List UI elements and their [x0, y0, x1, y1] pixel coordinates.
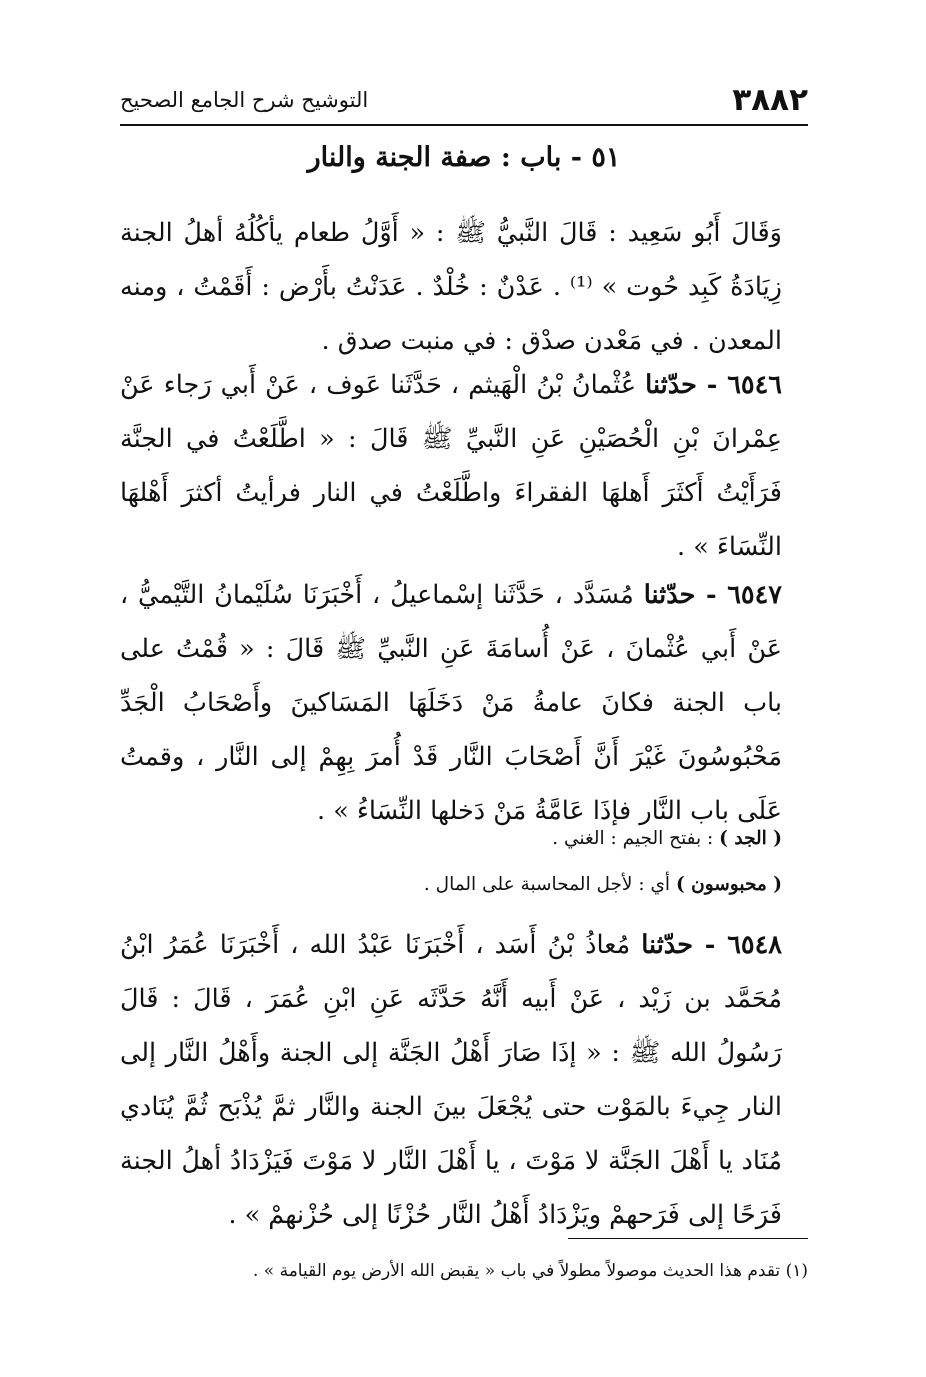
hadith-6548 — [120, 918, 808, 1242]
hadith-text: مُسَدَّد ، حَدَّثَنا إسْماعيلُ ، أَخْبَرَنَا سُلَيْمانُ التَّيْميُّ ، عَنْ أَبي عُثْمانَ ، عَنْ أُسامَةَ عَنِ النَّبيِّ ﷺ قَالَ : « قُمْتُ على باب الجنة فكانَ عامةُ مَنْ دَخَلَهَا المَسَاكينَ وأَصْحَابُ الْجَدِّ مَحْبُوسُونَ غَيْرَ أَنَّ أَصْحَابَ النَّار قَدْ أُمرَ بِهِمْ إلى النَّار ، وقمتُ عَلَى باب النَّار فإذَا عَامَّةُ مَنْ دَخلها النِّسَاءُ » . — [120, 580, 782, 826]
hadith-6547 — [120, 568, 808, 838]
gloss-mahbusun — [120, 868, 808, 902]
hadith-number: ٦٥٤٦ - حدّثنا — [645, 370, 782, 400]
hadith-6546 — [120, 358, 808, 574]
running-title: التوشيح شرح الجامع الصحيح — [120, 88, 369, 112]
gloss-term: ( الجد ) — [719, 828, 782, 849]
footnote-divider — [568, 1238, 808, 1239]
gloss-term: ( محبوسون ) — [675, 874, 782, 895]
footnote: (١) تقدم هذا الحديث موصولاً مطولاً في باب « يقبض الله الأرض يوم القيامة » . — [252, 1261, 808, 1281]
gloss-jadd — [120, 822, 808, 856]
chapter-title: ٥١ - باب : صفة الجنة والنار — [307, 142, 621, 173]
hadith-number: ٦٥٤٧ - حدّثنا — [643, 580, 782, 610]
page-number: ٣٨٨٢ — [732, 82, 808, 118]
hadith-text: عُثْمانُ بْنُ الْهَيثم ، حَدَّثَنا عَوف ، عَنْ أَبي رَجاء عَنْ عِمْرانَ بْنِ الْحُصَيْنِ عَنِ النَّبيِّ ﷺ قَالَ : « اطَّلَعْتُ في الجنَّة فَرَأَيْتُ أَكثَرَ أَهلهَا الفقراءَ واطَّلَعْتُ في النار فرأيتُ أكثرَ أَهْلهَا النِّسَاءَ » . — [120, 370, 782, 562]
page-header — [120, 78, 808, 126]
gloss-text: : بفتح الجيم : الغني . — [552, 828, 720, 849]
hadith-number: ٦٥٤٨ - حدّثنا — [641, 930, 782, 960]
intro-paragraph: وَقَالَ أَبُو سَعِيد : قَالَ النَّبيُّ ﷺ : « أَوَّلُ طعام يأكُلُهُ أهلُ الجنة زِيَادَةُ كَبِد حُوت » ⁽¹⁾ . عَدْنٌ : خُلْدٌ . عَدَنْتُ بأَرْض : أَقَمْتُ ، ومنه المعدن . في مَعْدن صدْق : في منبت صدق . — [120, 218, 782, 356]
hadith-text: مُعاذُ بْنُ أَسَد ، أَخْبَرَنَا عَبْدُ الله ، أَخْبَرَنَا عُمَرُ ابْنُ مُحَمَّد بن زَيْد ، عَنْ أَبيه أَنَّهُ حَدَّثَه عَنِ ابْنِ عُمَرَ ، قَالَ : قَالَ رَسُولُ الله ﷺ : « إذَا صَارَ أَهْلُ الجَنَّة إلى الجنة وأَهْلُ النَّار إلى النار جِيءَ بالمَوْت حتى يُجْعَلَ بينَ الجنة والنَّار ثمَّ يُذْبَح ثُمَّ يُنَادي مُنَاد يا أَهْلَ الجَنَّة لا مَوْتَ ، يا أَهْلَ النَّار لا مَوْتَ فَيَزْدَادُ أهلُ الجنة فَرَحًا إلى فَرَحهمْ ويَزْدَادُ أَهْلُ النَّار حُزْنًا إلى حُزْنهمْ » . — [120, 930, 782, 1230]
gloss-text: أي : لأجل المحاسبة على المال . — [423, 874, 676, 895]
